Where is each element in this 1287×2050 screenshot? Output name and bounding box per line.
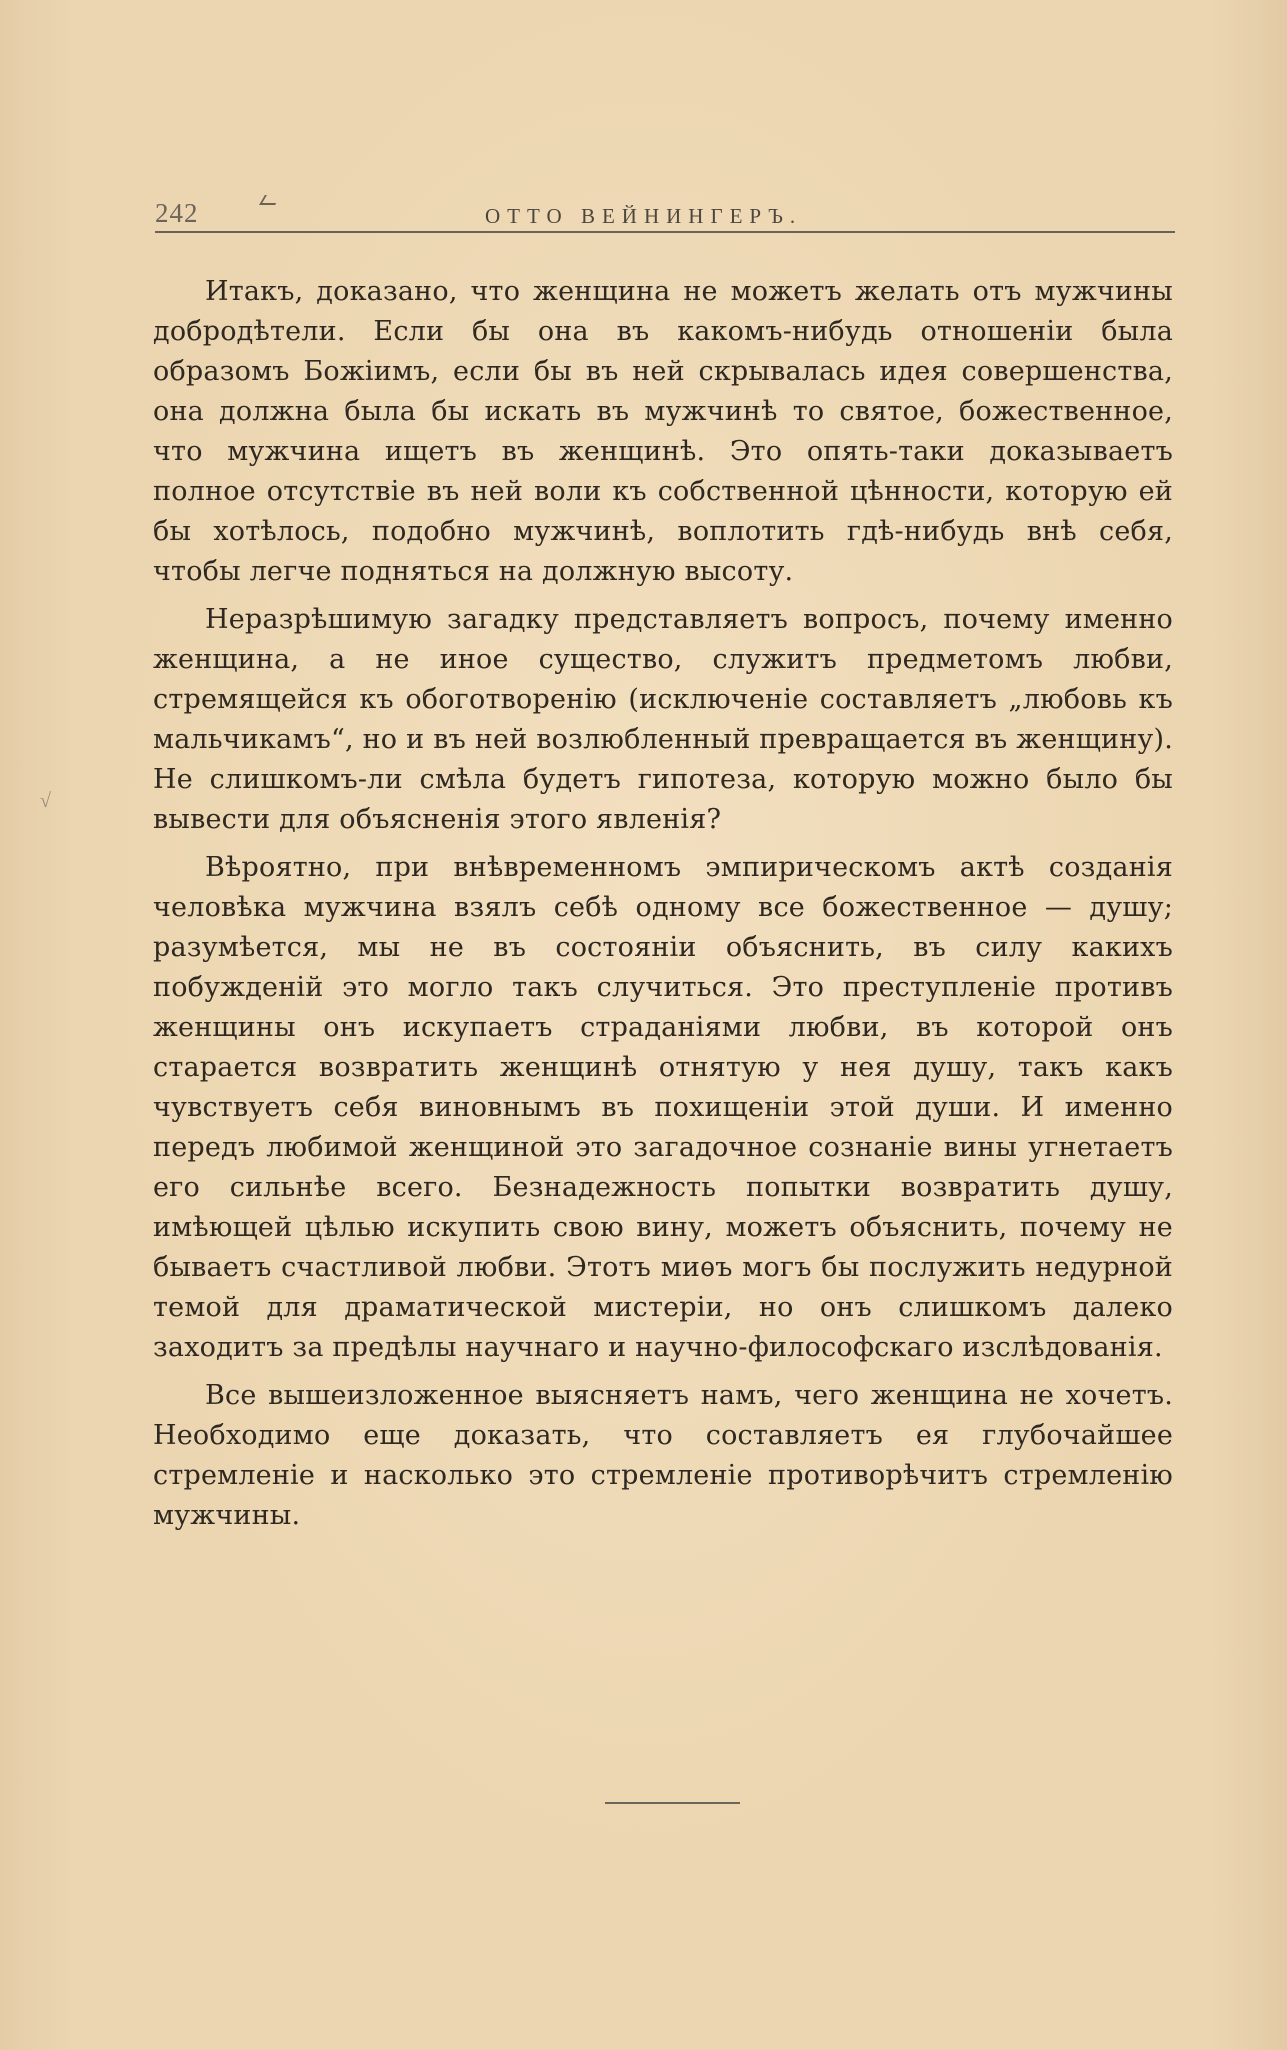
chapter-end-rule: [565, 1802, 740, 1804]
body-text: [153, 272, 1173, 1544]
paragraph: Все вышеизложенное выясняетъ намъ, чего женщина не хочетъ. Необходимо еще доказать, что составляетъ ея глубочайшее стремленіе и насколько это стремленіе противорѣчитъ стремленію мужчины.: [153, 1380, 1173, 1531]
running-head: ОТТО ВЕЙНИНГЕРЪ.: [485, 204, 803, 228]
page-header: [155, 196, 1175, 236]
page-number: 242: [155, 198, 199, 228]
header-rule: [155, 231, 1175, 233]
paragraph: Итакъ, доказано, что женщина не можетъ желать отъ мужчины добродѣтели. Если бы она въ какомъ-нибудь отношеніи была образомъ Божіимъ, если бы въ ней скрывалась идея совершенства, она должна была бы искать въ мужчинѣ то святое, божественное, что мужчина ищетъ въ женщинѣ. Это опять-таки доказываетъ полное отсутствіе въ ней воли къ собственной цѣнности, которую ей бы хотѣлось, подобно мужчинѣ, воплотить гдѣ-нибудь внѣ себя, чтобы легче подняться на должную высоту.: [153, 276, 1173, 587]
paragraph: Неразрѣшимую загадку представляетъ вопросъ, почему именно женщина, а не иное существо, служитъ предметомъ любви, стремящейся къ обоготворенію (исключеніе составляетъ „любовь къ мальчикамъ“, но и въ ней возлюбленный превращается въ женщину). Не слишкомъ-ли смѣла будетъ гипотеза, которую можно было бы вывести для объясненія этого явленія?: [153, 604, 1173, 835]
margin-pencil-mark: √: [40, 790, 51, 812]
paragraph: Вѣроятно, при внѣвременномъ эмпирическомъ актѣ созданія человѣка мужчина взялъ себѣ одному все божественное — душу; разумѣется, мы не въ состояніи объяснить, въ силу какихъ побужденій это могло такъ случиться. Это преступленіе противъ женщины онъ искупаетъ страданіями любви, въ которой онъ старается возвратить женщинѣ отнятую у нея душу, такъ какъ чувствуетъ себя виновнымъ въ похищеніи этой души. И именно передъ любимой женщиной это загадочное сознаніе вины угнетаетъ его сильнѣе всего. Безнадежность попытки возвратить душу, имѣющей цѣлью искупить свою вину, можетъ объяснить, почему не бываетъ счастливой любви. Этотъ миѳъ могъ бы послужить недурной темой для драматической мистеріи, но онъ слишкомъ далеко заходитъ за предѣлы научнаго и научно-философскаго изслѣдованія.: [153, 852, 1173, 1363]
